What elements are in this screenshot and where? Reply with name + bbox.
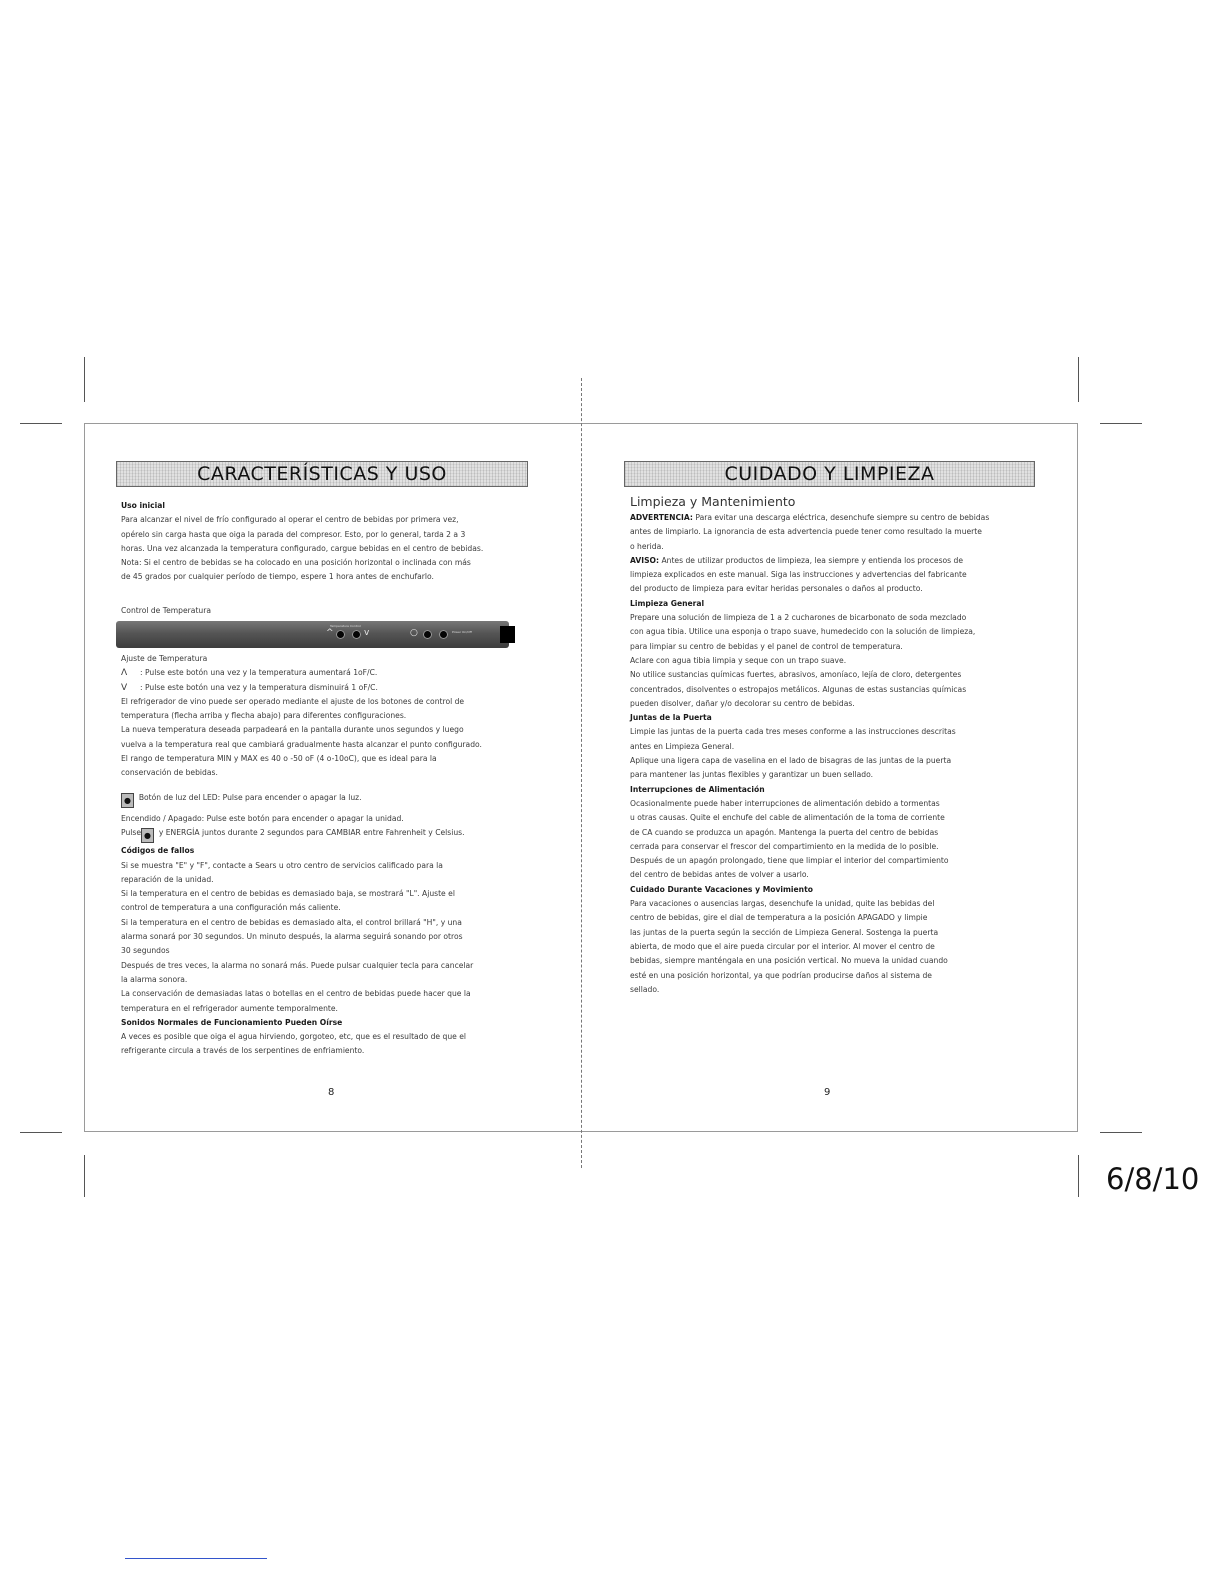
text-line: Si la temperatura en el centro de bebidas es demasiado alta, el control brillará "H", y una <box>121 917 462 927</box>
text-line: Si la temperatura en el centro de bebidas es demasiado baja, se mostrará "L". Ajuste el <box>121 889 455 899</box>
left-column-lower <box>121 791 473 1059</box>
down-instruction: V : Pulse este botón una vez y la temperatura disminuirá 1 oF/C. <box>121 681 482 695</box>
text-line: antes en Limpieza General. <box>630 741 735 751</box>
text-line: La nueva temperatura deseada parpadeará en la pantalla durante unos segundos y luego <box>121 725 464 735</box>
crop-mark <box>20 1132 62 1133</box>
text-line: para mantener las juntas flexibles y garantizar un buen sellado. <box>630 770 874 780</box>
panel-label-temp: Temperature Control <box>330 624 361 628</box>
up-button-icon <box>336 630 345 639</box>
text-line: las juntas de la puerta según la sección de Limpieza General. Sostenga la puerta <box>630 927 939 937</box>
text-line: Si se muestra "E" y "F", contacte a Sears u otro centro de servicios calificado para la <box>121 860 443 870</box>
advertencia-line: ADVERTENCIA: Para evitar una descarga eléctrica, desenchufe siempre su centro de bebidas <box>630 513 990 522</box>
up-arrow-icon: ^ <box>326 628 334 638</box>
fold-line <box>581 378 582 1168</box>
text-line: Para vacaciones o ausencias largas, desenchufe la unidad, quite las bebidas del <box>630 899 935 909</box>
crop-mark <box>84 357 85 402</box>
section-banner-left: CARACTERÍSTICAS Y USO <box>116 461 528 487</box>
crop-mark <box>84 1155 85 1197</box>
down-button-icon <box>352 630 361 639</box>
crop-mark <box>1078 1155 1079 1197</box>
text-line: reparación de la unidad. <box>121 874 214 884</box>
left-column-middle <box>121 652 482 781</box>
text-line: control de temperatura a una configuración más caliente. <box>121 903 341 913</box>
text-line: temperatura (flecha arriba y flecha abajo) para diferentes configuraciones. <box>121 711 407 721</box>
control-panel-illustration <box>116 621 509 648</box>
power-button-icon <box>439 630 448 639</box>
text-line: de CA cuando se produzca un apagón. Mantenga la puerta del centro de bebidas <box>630 827 939 837</box>
temperature-display-icon <box>500 626 515 643</box>
text-line: de 45 grados por cualquier período de tiempo, espere 1 hora antes de enchufarlo. <box>121 572 434 582</box>
aviso-line: AVISO: Antes de utilizar productos de limpieza, lea siempre y entienda los procesos de <box>630 555 964 565</box>
text-line: Para alcanzar el nivel de frío configurado al operar el centro de bebidas por primera vez, <box>121 515 459 525</box>
pulse-line: Pulse ● y ENERGÍA juntos durante 2 segundos para CAMBIAR entre Fahrenheit y Celsius. <box>121 826 473 843</box>
text-line: Ocasionalmente puede haber interrupciones de alimentación debido a tormentas <box>630 798 940 808</box>
text-line: u otras causas. Quite el enchufe del cable de alimentación de la toma de corriente <box>630 813 945 823</box>
text-line: opérelo sin carga hasta que oiga la parada del compresor. Esto, por lo general, tarda 2 a 3 <box>121 529 466 539</box>
text-line: del centro de bebidas antes de volver a usarlo. <box>630 870 809 880</box>
up-symbol-icon: Λ <box>121 668 128 679</box>
light-bulb-icon: ● <box>121 793 134 808</box>
uso-inicial-heading: Uso inicial <box>121 501 165 510</box>
text-line: esté en una posición horizontal, ya que podrían producirse daños al sistema de <box>630 970 932 980</box>
panel-label-power: Power On/Off <box>452 630 472 634</box>
light-bulb-icon: ● <box>141 828 154 843</box>
down-arrow-icon: v <box>364 628 370 638</box>
text-line: del producto de limpieza para evitar heridas personales o daños al producto. <box>630 584 923 594</box>
date-stamp: 6/8/10 <box>1106 1162 1200 1196</box>
crop-mark <box>1100 1132 1142 1133</box>
text-line: El refrigerador de vino puede ser operado mediante el ajuste de los botones de control de <box>121 696 465 706</box>
ajuste-title: Ajuste de Temperatura <box>121 654 208 663</box>
control-temperatura-heading: Control de Temperatura <box>121 606 212 615</box>
text-line: Después de un apagón prolongado, tiene que limpiar el interior del compartimiento <box>630 856 949 866</box>
text-line: Después de tres veces, la alarma no sonará más. Puede pulsar cualquier tecla para cancelar <box>121 960 474 970</box>
text-line: pueden disolver, dañar y/o decolorar su centro de bebidas. <box>630 698 855 708</box>
text-line: antes de limpiarlo. La ignorancia de esta advertencia puede tener como resultado la muerte <box>630 527 982 537</box>
section-banner-right: CUIDADO Y LIMPIEZA <box>624 461 1035 487</box>
text-line: temperatura en el refrigerador aumente temporalmente. <box>121 1003 338 1013</box>
text-line: con agua tibia. Utilice una esponja o trapo suave, humedecido con la solución de limpieza, <box>630 627 976 637</box>
interrupciones-heading: Interrupciones de Alimentación <box>630 784 765 794</box>
light-button-icon <box>423 630 432 639</box>
codigos-heading: Códigos de fallos <box>121 846 195 856</box>
limpieza-subtitle: Limpieza y Mantenimiento <box>630 494 796 509</box>
text-line: sellado. <box>630 984 660 994</box>
juntas-heading: Juntas de la Puerta <box>630 713 712 723</box>
text-line: Aplique una ligera capa de vaselina en el lado de bisagras de las juntas de la puerta <box>630 756 952 766</box>
text-line: limpieza explicados en este manual. Siga las instrucciones y advertencias del fabricante <box>630 570 967 580</box>
text-line: abierta, de modo que el aire pueda circular por el interior. Al mover el centro de <box>630 941 935 951</box>
text-line: Nota: Si el centro de bebidas se ha colocado en una posición horizontal o inclinada con más <box>121 558 471 568</box>
text-line: No utilice sustancias químicas fuertes, abrasivos, amoníaco, lejía de cloro, detergentes <box>630 670 962 680</box>
up-instruction: Λ : Pulse este botón una vez y la temperatura aumentará 1oF/C. <box>121 666 482 680</box>
text-line: vuelva a la temperatura real que cambiará gradualmente hasta alcanzar el punto configurado. <box>121 739 482 749</box>
light-bulb-icon: ○ <box>410 628 418 638</box>
right-column <box>630 494 989 997</box>
text-line: o herida. <box>630 541 664 551</box>
page-number-left: 8 <box>328 1087 335 1098</box>
text-line: refrigerante circula a través de los serpentines de enfriamiento. <box>121 1046 365 1056</box>
crop-mark <box>1078 357 1079 402</box>
text-line: cerrada para conservar el frescor del compartimiento en la medida de lo posible. <box>630 841 939 851</box>
control-heading-block <box>121 604 211 618</box>
text-line: horas. Una vez alcanzada la temperatura configurado, cargue bebidas en el centro de bebidas. <box>121 543 484 553</box>
text-line: La conservación de demasiadas latas o botellas en el centro de bebidas puede hacer que la <box>121 989 471 999</box>
crop-mark <box>20 423 62 424</box>
page-number-right: 9 <box>824 1087 831 1098</box>
text-line: para limpiar su centro de bebidas y el panel de control de temperatura. <box>630 641 903 651</box>
down-symbol-icon: V <box>121 682 128 693</box>
text-line: Prepare una solución de limpieza de 1 a 2 cucharones de bicarbonato de soda mezclado <box>630 613 967 623</box>
sonidos-heading: Sonidos Normales de Funcionamiento Pueden Oírse <box>121 1017 343 1027</box>
text-line: la alarma sonora. <box>121 974 188 984</box>
text-line: A veces es posible que oiga el agua hirviendo, gorgoteo, etc, que es el resultado de que el <box>121 1032 466 1042</box>
text-line: centro de bebidas, gire el dial de temperatura a la posición APAGADO y limpie <box>630 913 928 923</box>
crop-mark <box>1100 423 1142 424</box>
text-line: bebidas, siempre manténgala en una posición vertical. No mueva la unidad cuando <box>630 956 948 966</box>
text-line: conservación de bebidas. <box>121 768 218 778</box>
limpieza-general-heading: Limpieza General <box>630 598 705 608</box>
text-line: Aclare con agua tibia limpia y seque con un trapo suave. <box>630 655 847 665</box>
text-line: El rango de temperatura MIN y MAX es 40 o -50 oF (4 o-10oC), que es ideal para la <box>121 754 437 764</box>
text-line: concentrados, disolventes o estropajos metálicos. Algunas de estas sustancias químicas <box>630 684 967 694</box>
led-line: ● Botón de luz del LED: Pulse para encender o apagar la luz. <box>121 791 473 808</box>
vacaciones-heading: Cuidado Durante Vacaciones y Movimiento <box>630 884 813 894</box>
text-line: alarma sonará por 30 segundos. Un minuto después, la alarma seguirá sonando por otros <box>121 932 463 942</box>
power-line: Encendido / Apagado: Pulse este botón para encender o apagar la unidad. <box>121 814 404 823</box>
left-column-top <box>121 499 483 585</box>
blue-underline <box>125 1558 267 1559</box>
text-line: Limpie las juntas de la puerta cada tres meses conforme a las instrucciones descritas <box>630 727 956 737</box>
text-line: 30 segundos <box>121 946 170 956</box>
